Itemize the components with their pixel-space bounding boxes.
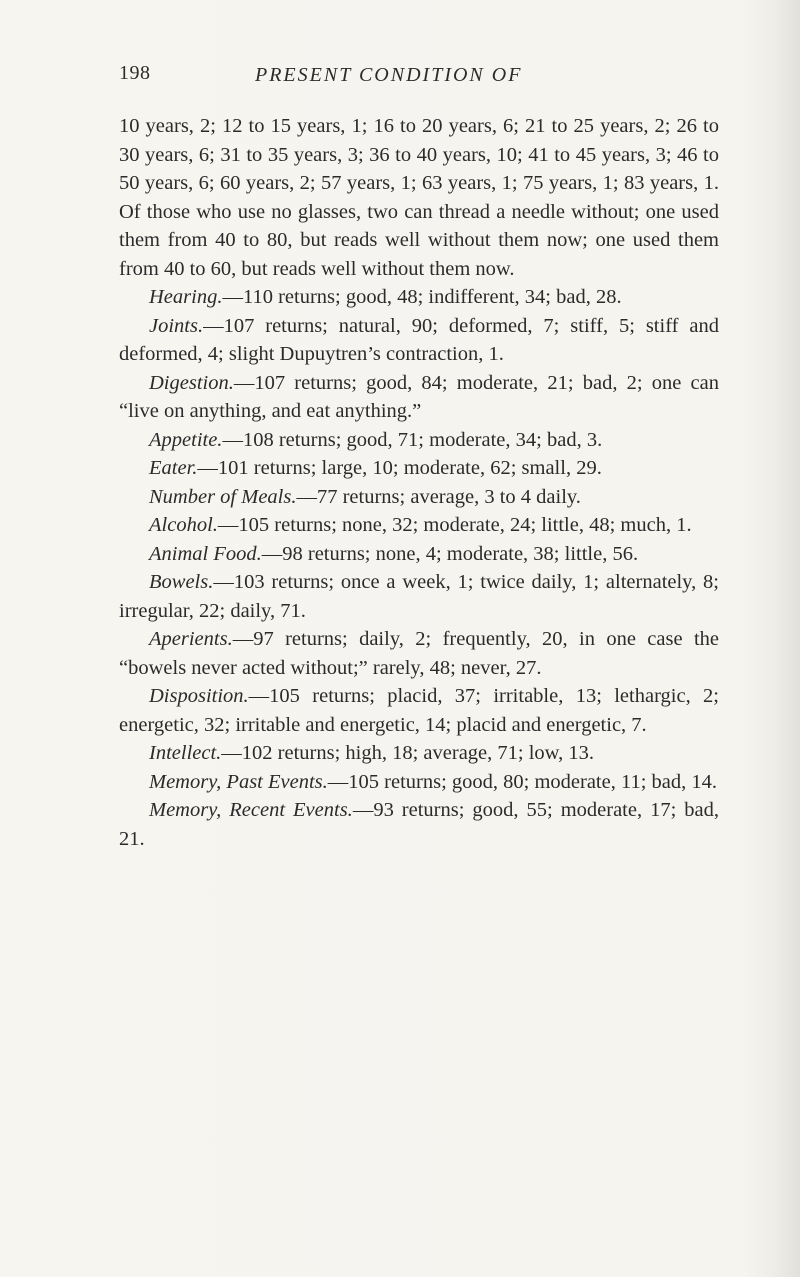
entry-text: —98 returns; none, 4; moderate, 38; little, 56.: [261, 542, 639, 565]
entry-term: Alcohol.: [149, 514, 218, 536]
entry-disposition: [119, 682, 719, 739]
continuation-paragraph: 10 years, 2; 12 to 15 years, 1; 16 to 20 years, 6; 21 to 25 years, 2; 26 to 30 years, 6; 31 to 35 years, 3; 36 to 40 years, 10; 41 to 45 years, 3; 46 to 50 years, 6; 60 years, 2; 57 years, 1; 63 years, 1; 75 years, 1; 83 years, 1. Of those who use no glasses, two can thread a needle without; one used them from 40 to 80, but reads well without them now; one used them from 40 to 60, but reads well without them now.: [119, 115, 719, 280]
entry-text: —77 returns; average, 3 to 4 daily.: [296, 485, 581, 508]
entry-appetite: [119, 426, 719, 455]
entry-text: —101 returns; large, 10; moderate, 62; small, 29.: [197, 457, 602, 479]
entry-text: —97 returns; daily, 2; frequently, 20, in one case the “bowels never acted without;” rarely, 48; never, 27.: [119, 628, 719, 679]
entry-term: Number of Meals.: [149, 485, 297, 508]
entry-text: —105 returns; placid, 37; irritable, 13; lethargic, 2; energetic, 32; irritable and energetic, 14; placid and energetic, 7.: [119, 685, 719, 736]
entry-term: Memory, Past Events.: [149, 770, 328, 793]
entry-term: Intellect.: [149, 742, 222, 764]
entry-digestion: [119, 369, 719, 426]
entry-text: —105 returns; none, 32; moderate, 24; little, 48; much, 1.: [217, 514, 692, 536]
entry-memory-recent-events: [119, 796, 719, 853]
entry-term: Memory, Recent Events.: [149, 799, 353, 821]
entry-text: —102 returns; high, 18; average, 71; low, 13.: [221, 742, 595, 764]
entry-term: Bowels.: [149, 571, 214, 593]
entry-bowels: [119, 568, 719, 625]
page-number: 198: [119, 62, 151, 84]
entry-term: Joints.: [149, 314, 204, 337]
entry-memory-past-events: [119, 768, 719, 797]
body-text: [119, 112, 719, 853]
entry-term: Appetite.: [149, 428, 223, 451]
entry-term: Aperients.: [149, 628, 233, 650]
entry-text: —105 returns; good, 80; moderate, 11; bad, 14.: [327, 770, 718, 793]
entry-aperients: [119, 625, 719, 682]
entry-term: Digestion.: [149, 371, 234, 394]
entry-text: —103 returns; once a week, 1; twice daily, 1; alternately, 8; irregular, 22; daily, 71.: [119, 571, 719, 622]
entry-hearing: [119, 283, 719, 312]
entry-term: Eater.: [149, 457, 198, 479]
entry-text: —110 returns; good, 48; indifferent, 34; bad, 28.: [222, 286, 622, 308]
entry-term: Disposition.: [149, 685, 249, 707]
entry-alcohol: [119, 511, 719, 540]
entry-number-of-meals: [119, 483, 719, 512]
entry-text: —107 returns; natural, 90; deformed, 7; stiff, 5; stiff and deformed, 4; slight Dupuytren’s contraction, 1.: [119, 314, 719, 365]
entry-eater: [119, 454, 719, 483]
entry-text: —93 returns; good, 55; moderate, 17; bad, 21.: [119, 799, 719, 850]
running-head: PRESENT CONDITION OF: [255, 64, 523, 86]
entry-text: —108 returns; good, 71; moderate, 34; bad, 3.: [222, 428, 603, 451]
entry-intellect: [119, 739, 719, 768]
entry-text: —107 returns; good, 84; moderate, 21; bad, 2; one can “live on anything, and eat anything.”: [119, 371, 719, 422]
entry-term: Animal Food.: [149, 542, 262, 565]
entry-animal-food: [119, 540, 719, 569]
entry-joints: [119, 312, 719, 369]
page-header: [119, 62, 719, 92]
entry-term: Hearing.: [149, 286, 223, 308]
